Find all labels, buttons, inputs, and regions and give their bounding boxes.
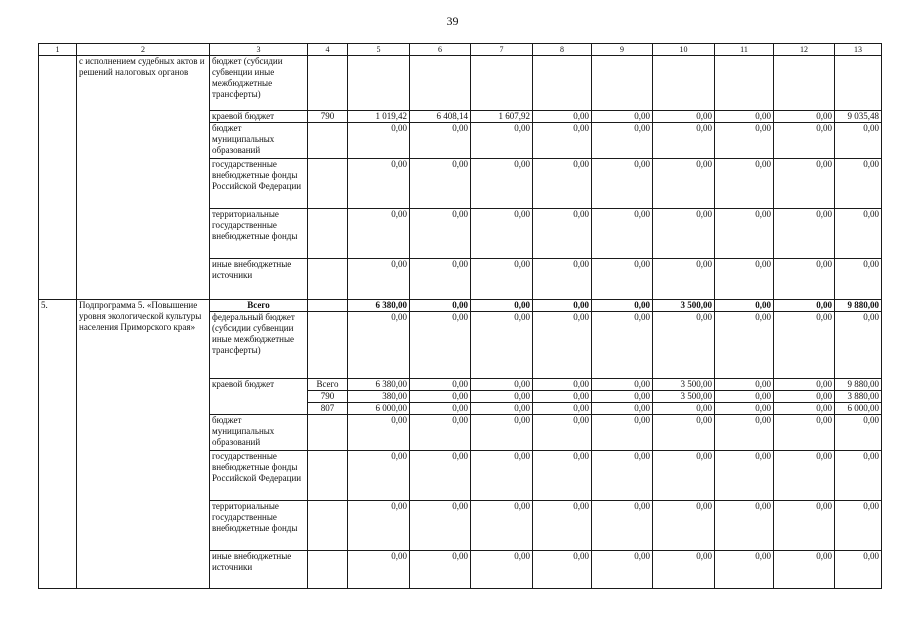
code-cell — [308, 451, 348, 501]
value-cell: 0,00 — [471, 209, 533, 259]
value-cell: 0,00 — [715, 415, 774, 451]
value-cell: 9 880,00 — [835, 300, 882, 312]
value-cell: 0,00 — [471, 379, 533, 391]
value-cell — [653, 56, 715, 111]
value-cell: 0,00 — [715, 391, 774, 403]
value-cell: 0,00 — [592, 403, 653, 415]
value-cell: 0,00 — [348, 501, 410, 551]
column-number: 4 — [308, 44, 348, 56]
value-cell: 3 500,00 — [653, 391, 715, 403]
value-cell: 0,00 — [653, 159, 715, 209]
value-cell: 0,00 — [774, 379, 835, 391]
value-cell: 1 607,92 — [471, 111, 533, 123]
value-cell: 0,00 — [774, 159, 835, 209]
value-cell: 0,00 — [348, 415, 410, 451]
value-cell: 0,00 — [774, 391, 835, 403]
source-cell: иные внебюджетные источники — [210, 551, 308, 589]
value-cell: 0,00 — [653, 111, 715, 123]
value-cell: 0,00 — [835, 259, 882, 300]
value-cell: 0,00 — [410, 551, 471, 589]
value-cell: 0,00 — [592, 300, 653, 312]
value-cell: 0,00 — [533, 501, 592, 551]
code-cell: 790 — [308, 391, 348, 403]
value-cell: 0,00 — [533, 209, 592, 259]
code-cell — [308, 159, 348, 209]
value-cell: 0,00 — [715, 300, 774, 312]
value-cell: 0,00 — [715, 379, 774, 391]
value-cell: 0,00 — [774, 451, 835, 501]
value-cell: 0,00 — [715, 451, 774, 501]
value-cell: 0,00 — [592, 259, 653, 300]
value-cell: 0,00 — [533, 391, 592, 403]
column-number: 3 — [210, 44, 308, 56]
value-cell: 0,00 — [592, 551, 653, 589]
column-number: 13 — [835, 44, 882, 56]
value-cell: 0,00 — [835, 501, 882, 551]
value-cell: 0,00 — [533, 415, 592, 451]
value-cell — [471, 56, 533, 111]
value-cell: 1 019,42 — [348, 111, 410, 123]
value-cell — [348, 56, 410, 111]
value-cell: 0,00 — [715, 209, 774, 259]
value-cell: 0,00 — [592, 451, 653, 501]
source-cell: бюджет муниципальных образований — [210, 415, 308, 451]
value-cell: 0,00 — [835, 159, 882, 209]
column-number: 12 — [774, 44, 835, 56]
value-cell: 0,00 — [715, 403, 774, 415]
value-cell: 0,00 — [471, 259, 533, 300]
value-cell: 0,00 — [715, 551, 774, 589]
value-cell: 0,00 — [533, 300, 592, 312]
value-cell: 0,00 — [533, 111, 592, 123]
value-cell: 9 880,00 — [835, 379, 882, 391]
source-cell: краевой бюджет — [210, 111, 308, 123]
value-cell — [835, 56, 882, 111]
value-cell: 0,00 — [592, 111, 653, 123]
value-cell: 0,00 — [410, 501, 471, 551]
code-cell — [308, 501, 348, 551]
value-cell — [774, 56, 835, 111]
column-number: 8 — [533, 44, 592, 56]
source-cell: краевой бюджет — [210, 379, 308, 415]
table-row — [39, 56, 882, 111]
value-cell: 0,00 — [348, 209, 410, 259]
value-cell: 0,00 — [653, 415, 715, 451]
value-cell: 0,00 — [410, 123, 471, 159]
value-cell: 0,00 — [533, 159, 592, 209]
table-row-total — [39, 300, 882, 312]
value-cell: 0,00 — [533, 451, 592, 501]
value-cell: 0,00 — [835, 551, 882, 589]
code-cell: 807 — [308, 403, 348, 415]
value-cell: 0,00 — [533, 403, 592, 415]
value-cell: 0,00 — [774, 209, 835, 259]
column-number: 11 — [715, 44, 774, 56]
column-number: 1 — [39, 44, 77, 56]
value-cell — [592, 56, 653, 111]
value-cell: 0,00 — [410, 209, 471, 259]
value-cell: 0,00 — [774, 415, 835, 451]
value-cell: 0,00 — [835, 312, 882, 379]
column-number: 9 — [592, 44, 653, 56]
value-cell: 0,00 — [410, 415, 471, 451]
value-cell: 0,00 — [471, 403, 533, 415]
value-cell: 0,00 — [410, 259, 471, 300]
value-cell: 0,00 — [533, 312, 592, 379]
source-cell: федеральный бюджет (субсидии субвенции иные межбюджетные трансферты) — [210, 312, 308, 379]
row-number-cell: 5. — [39, 300, 77, 589]
source-cell: бюджет (субсидии субвенции иные межбюджетные трансферты) — [210, 56, 308, 111]
code-cell: 790 — [308, 111, 348, 123]
activity-name-cell: с исполнением судебных актов и решений налоговых органов — [77, 56, 210, 300]
value-cell: 0,00 — [774, 259, 835, 300]
value-cell: 0,00 — [715, 501, 774, 551]
value-cell: 0,00 — [592, 501, 653, 551]
value-cell: 380,00 — [348, 391, 410, 403]
code-cell — [308, 551, 348, 589]
value-cell: 0,00 — [653, 209, 715, 259]
value-cell: 6 000,00 — [348, 403, 410, 415]
value-cell: 3 500,00 — [653, 300, 715, 312]
value-cell: 0,00 — [471, 415, 533, 451]
code-cell: Всего — [308, 379, 348, 391]
value-cell: 0,00 — [592, 391, 653, 403]
value-cell: 3 880,00 — [835, 391, 882, 403]
value-cell: 6 000,00 — [835, 403, 882, 415]
value-cell: 0,00 — [774, 123, 835, 159]
value-cell: 0,00 — [835, 451, 882, 501]
column-number: 2 — [77, 44, 210, 56]
value-cell: 6 380,00 — [348, 379, 410, 391]
subprogram-name-cell: Подпрограмма 5. «Повышение уровня экологической культуры населения Приморского края» — [77, 300, 210, 589]
value-cell: 0,00 — [471, 391, 533, 403]
value-cell — [533, 56, 592, 111]
source-cell: государственные внебюджетные фонды Российской Федерации — [210, 159, 308, 209]
value-cell: 0,00 — [774, 551, 835, 589]
value-cell: 0,00 — [653, 501, 715, 551]
value-cell: 0,00 — [592, 415, 653, 451]
value-cell: 0,00 — [653, 403, 715, 415]
value-cell: 9 035,48 — [835, 111, 882, 123]
value-cell: 0,00 — [348, 551, 410, 589]
column-number: 10 — [653, 44, 715, 56]
value-cell: 0,00 — [410, 300, 471, 312]
value-cell: 0,00 — [774, 111, 835, 123]
value-cell: 0,00 — [592, 123, 653, 159]
value-cell: 0,00 — [653, 451, 715, 501]
value-cell: 0,00 — [835, 123, 882, 159]
value-cell: 0,00 — [471, 159, 533, 209]
value-cell: 0,00 — [715, 312, 774, 379]
value-cell: 0,00 — [471, 312, 533, 379]
value-cell: 0,00 — [653, 312, 715, 379]
value-cell: 0,00 — [471, 123, 533, 159]
column-number: 5 — [348, 44, 410, 56]
column-number-row — [39, 44, 882, 56]
value-cell: 0,00 — [348, 451, 410, 501]
value-cell: 3 500,00 — [653, 379, 715, 391]
value-cell: 0,00 — [410, 379, 471, 391]
page-number: 39 — [446, 14, 459, 28]
value-cell: 0,00 — [410, 391, 471, 403]
code-cell — [308, 123, 348, 159]
value-cell — [715, 56, 774, 111]
source-cell: бюджет муниципальных образований — [210, 123, 308, 159]
value-cell: 0,00 — [774, 300, 835, 312]
value-cell: 0,00 — [715, 159, 774, 209]
value-cell: 0,00 — [348, 123, 410, 159]
value-cell: 0,00 — [471, 300, 533, 312]
value-cell: 0,00 — [410, 403, 471, 415]
code-cell — [308, 312, 348, 379]
value-cell — [410, 56, 471, 111]
code-cell — [308, 209, 348, 259]
value-cell: 0,00 — [835, 415, 882, 451]
value-cell: 0,00 — [348, 312, 410, 379]
code-cell — [308, 259, 348, 300]
value-cell: 0,00 — [774, 501, 835, 551]
value-cell: 0,00 — [592, 159, 653, 209]
value-cell: 0,00 — [471, 501, 533, 551]
value-cell: 0,00 — [410, 312, 471, 379]
value-cell: 0,00 — [410, 451, 471, 501]
value-cell: 0,00 — [715, 123, 774, 159]
value-cell: 0,00 — [533, 123, 592, 159]
value-cell: 0,00 — [715, 259, 774, 300]
source-cell: иные внебюджетные источники — [210, 259, 308, 300]
value-cell: 0,00 — [592, 379, 653, 391]
code-cell — [308, 300, 348, 312]
value-cell: 6 380,00 — [348, 300, 410, 312]
source-cell: Всего — [210, 300, 308, 312]
source-cell: территориальные государственные внебюджетные фонды — [210, 501, 308, 551]
value-cell: 0,00 — [533, 551, 592, 589]
budget-table — [38, 43, 882, 589]
value-cell: 0,00 — [348, 159, 410, 209]
row-number-cell — [39, 56, 77, 300]
code-cell — [308, 415, 348, 451]
source-cell: государственные внебюджетные фонды Российской Федерации — [210, 451, 308, 501]
value-cell: 0,00 — [715, 111, 774, 123]
value-cell: 0,00 — [592, 209, 653, 259]
value-cell: 0,00 — [471, 451, 533, 501]
value-cell: 0,00 — [592, 312, 653, 379]
column-number: 6 — [410, 44, 471, 56]
value-cell: 0,00 — [653, 551, 715, 589]
source-cell: территориальные государственные внебюджетные фонды — [210, 209, 308, 259]
value-cell: 0,00 — [653, 259, 715, 300]
value-cell: 0,00 — [774, 403, 835, 415]
value-cell: 0,00 — [410, 159, 471, 209]
value-cell: 0,00 — [348, 259, 410, 300]
value-cell: 0,00 — [471, 551, 533, 589]
value-cell: 6 408,14 — [410, 111, 471, 123]
column-number: 7 — [471, 44, 533, 56]
value-cell: 0,00 — [653, 123, 715, 159]
value-cell: 0,00 — [533, 379, 592, 391]
code-cell — [308, 56, 348, 111]
value-cell: 0,00 — [533, 259, 592, 300]
value-cell: 0,00 — [835, 209, 882, 259]
value-cell: 0,00 — [774, 312, 835, 379]
